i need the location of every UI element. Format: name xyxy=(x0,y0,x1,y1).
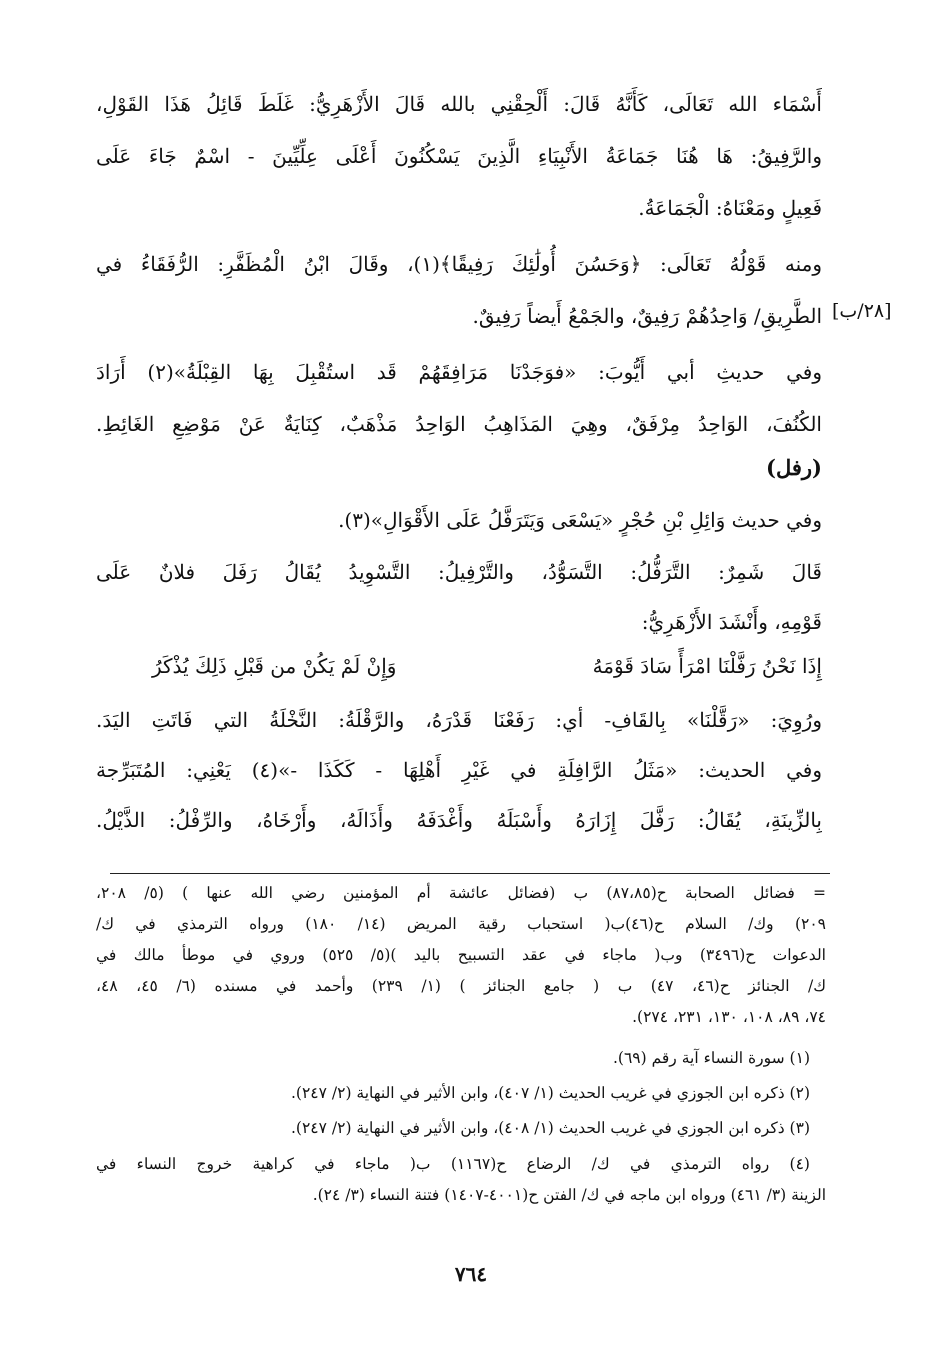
body-line: قَوْمِهِ، وأَنْشَدَ الأَزْهَرِيُّ: xyxy=(641,610,822,634)
page-number: ٧٦٤ xyxy=(454,1262,488,1286)
body-line: فَعِيلٍ ومَعْنَاهُ: الْجَمَاعَةُ. xyxy=(638,196,822,220)
folio-margin-note: [٢٨/ب] xyxy=(832,300,892,322)
body-line: وفي حديثِ أبي أَيُّوبَ: «فوَجَدْنَا مَرَافِقَهُمْ قَد استُقْبِلَ بِهَا القِبْلَةُ»(٢) أَرَادَ xyxy=(96,360,822,384)
body-line: الطَّرِيقِ/ وَاحِدُهُمْ رَفِيقٌ، والجَمْعُ أَيضاً رَفِيقٌ. xyxy=(472,304,822,328)
footnote-3: (٣) ذكره ابن الجوزي في غريب الحديث (١/ ٤٠٨)، وابن الأثير في النهاية (٢/ ٢٤٧). xyxy=(290,1119,810,1137)
entry-heading: (رفل) xyxy=(766,455,822,480)
body-line: وفي حديث وَائِلِ بْنِ حُجْرٍ «يَسْعَى وَيَتَرَفَّلُ عَلَى الأَقْوَالِ»(٣). xyxy=(338,508,822,532)
body-line: والرَّفِيقُ: هَا هُنَا جَمَاعَةُ الأَنْبِيَاءِ الَّذِينَ يَسْكُنُونَ أَعْلَى عِلِّيِّينَ - اسْمٌ جَاءَ عَلَى xyxy=(96,144,822,168)
footnote-4: (٤) رواه الترمذي في ك/ الرضاع ح(١١٦٧) ب( ماجاء في كراهية خروج النساء في xyxy=(96,1155,810,1173)
body-line: وفي الحديث: «مَثَلُ الرَّافِلَةِ في غَيْرِ أَهْلِهَا - كَكَذَا -»(٤) يَعْنِي: المُتَبَرِّجة xyxy=(96,758,822,782)
footnote-1: (١) سورة النساء آية رقم (٦٩). xyxy=(612,1049,810,1067)
verse-hemistich-left: وَإِنْ لَمْ يَكُنْ من قَبْلِ ذَلِكَ يُذْكَرُ xyxy=(152,654,397,678)
body-line: ومنه قَوْلُهُ تَعَالَى: ﴿وَحَسُنَ أُولَٰئِكَ رَفِيقًا﴾(١)، وقَالَ ابْنُ الْمُظَفَّرِ: الرُّفَقَاءُ في xyxy=(96,252,822,276)
body-line: بِالزِّينَةِ، يُقَالُ: رَفَّلَ إِزَارَهُ وأَسْبَلَهُ وأَغْدَفَهُ وأَذَالَهُ، وأَرْخَاهُ، والرِّفْلُ: الذَّيْلُ. xyxy=(96,808,822,832)
verse-hemistich-right: إِذَا نَحْنُ رَفَّلْنَا امْرَأً سَادَ قَوْمَهُ xyxy=(592,654,822,678)
footnote-line: = فضائل الصحابة ح(٨٧،٨٥) ب (فضائل عائشة أم المؤمنين رضي الله عنها ) (٥/ ٢٠٨، xyxy=(96,884,826,902)
footnote-line: ك/ الجنائز ح(٤٦، ٤٧) ب ( جامع الجنائز ) (١/ ٢٣٩) وأحمد في مسنده (٦/ ٤٥، ٤٨، xyxy=(96,977,826,995)
footnote-2: (٢) ذكره ابن الجوزي في غريب الحديث (١/ ٤٠٧)، وابن الأثير في النهاية (٢/ ٢٤٧). xyxy=(290,1084,810,1102)
footnote-4-continued: الزينة (٣/ ٤٦١) ورواه ابن ماجه في ك/ الفتن ح(٤٠٠١-١٤٠٧) فتنة النساء (٣/ ٢٤). xyxy=(312,1186,826,1204)
footnote-line: ٢٠٩) وك/ السلام ح(٤٦)ب( استحباب رقية المريض (١٤/ ١٨٠) ورواه الترمذي في ك/ xyxy=(96,915,826,933)
body-line: الكُنُفَ، الوَاحِدُ مِرْفَقٌ، وهِيَ المَذَاهِبُ الوَاحِدُ مَذْهَبٌ، كِنَايَةٌ عَنْ مَوْضِعِ الغَائِطِ. xyxy=(96,412,822,436)
body-line: أَسْمَاء الله تَعَالَى، كَأَنَّهُ قَالَ: أَلْحِقْنِي بالله قَالَ الأَزْهَرِيُّ: غَلَطَ قَائِلُ هَذَا القَوْلِ، xyxy=(96,92,822,116)
footnote-line: الدعوات ح(٣٤٩٦) وب( ماجاء في عقد التسبيح باليد )(٥/ ٥٢٥) وروي في موطأ مالك في xyxy=(96,946,826,964)
footnote-line: ٧٤، ٨٩، ١٠٨، ١٣٠، ٢٣١، ٢٧٤). xyxy=(632,1008,826,1026)
body-line: قَالَ شَمِرٌ: التَّرَفُّلُ: التَّسَوُّدُ، والتَّرْفِيلُ: التَّسْوِيدُ يُقَالُ رَفَلَ فلانٌ عَلَى xyxy=(96,560,822,584)
body-line: ورُوِيَ: «رَقَّلْنَا» بِالقَافِ- أي: رَفَعْنَا قَدْرَهُ، والرَّقْلَةُ: النَّخْلَةُ التي فَاتَتِ اليَدَ. xyxy=(96,708,822,732)
footnote-separator xyxy=(110,873,830,874)
